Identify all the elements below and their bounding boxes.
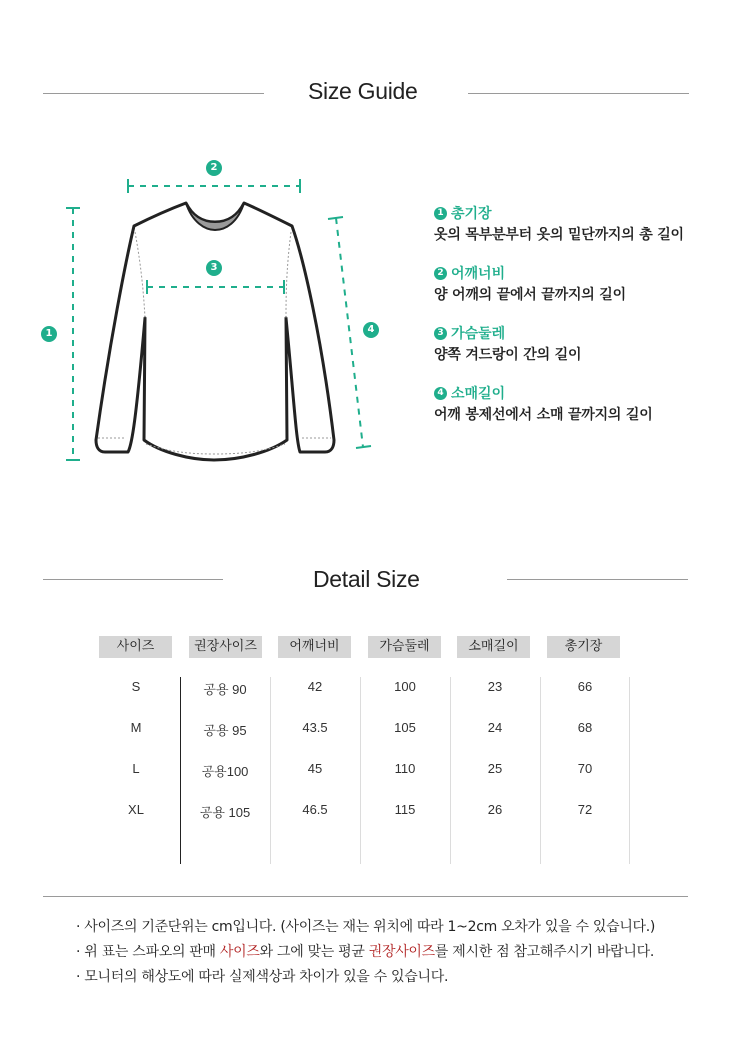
legend-4-number: 4	[434, 387, 447, 400]
cell-size: M	[130, 720, 142, 735]
cell-shoulder: 43.5	[302, 720, 328, 735]
cell-recommended-size: 공용100	[201, 764, 249, 779]
header-sleeve: 소매길이	[457, 636, 530, 658]
marker-2-badge: 2	[206, 160, 222, 176]
cell-sleeve: 24	[487, 720, 503, 735]
cell-sleeve: 25	[487, 761, 503, 776]
legend-1-desc: 옷의 목부분부터 옷의 밑단까지의 총 길이	[434, 227, 684, 243]
tshirt-outline	[96, 203, 334, 460]
cell-size: L	[132, 761, 140, 776]
legend-3-title: 가슴둘레	[451, 326, 506, 342]
detail-size-title: Detail Size	[313, 566, 420, 592]
marker-1-badge: 1	[41, 326, 57, 342]
marker-3-badge: 3	[206, 260, 222, 276]
note-text: · 위 표는 스파오의 판매	[76, 944, 220, 960]
header-total-length: 총기장	[547, 636, 620, 658]
legend-1-number: 1	[434, 207, 447, 220]
cell-total-length: 70	[577, 761, 593, 776]
cell-chest: 110	[394, 761, 416, 776]
detail-size-divider-right	[507, 579, 688, 580]
note-text: 와 그에 맞는 평균	[259, 944, 369, 960]
note-highlight-size: 사이즈	[219, 944, 260, 960]
cell-total-length: 66	[577, 679, 593, 694]
cell-sleeve: 23	[487, 679, 503, 694]
legend-3-number: 3	[434, 327, 447, 340]
note-monitor: · 모니터의 해상도에 따라 실제색상과 차이가 있을 수 있습니다.	[76, 969, 449, 985]
size-guide-title: Size Guide	[308, 78, 418, 104]
legend-chest	[434, 323, 581, 364]
cell-size: S	[131, 679, 141, 694]
legend-2-number: 2	[434, 267, 447, 280]
header-recommended-size: 권장사이즈	[189, 636, 262, 658]
marker-4-badge: 4	[363, 322, 379, 338]
cell-shoulder: 46.5	[302, 802, 328, 817]
cell-shoulder: 45	[307, 761, 323, 776]
cell-size: XL	[128, 802, 144, 817]
legend-shoulder	[434, 263, 626, 304]
header-size: 사이즈	[99, 636, 172, 658]
legend-1-title: 총기장	[451, 206, 492, 222]
header-shoulder: 어깨너비	[278, 636, 351, 658]
detail-size-divider-left	[43, 579, 223, 580]
note-highlight-recommended: 권장사이즈	[368, 944, 435, 960]
legend-2-title: 어깨너비	[451, 266, 506, 282]
legend-2-desc: 양 어깨의 끝에서 끝까지의 길이	[434, 287, 626, 303]
legend-4-desc: 어깨 봉제선에서 소매 끝까지의 길이	[434, 407, 653, 423]
header-chest: 가슴둘레	[368, 636, 441, 658]
measure-line-total-length	[66, 208, 80, 460]
size-guide-divider-right	[468, 93, 689, 94]
cell-chest: 100	[394, 679, 416, 694]
legend-total-length	[434, 203, 684, 244]
notes-divider	[43, 896, 688, 897]
size-guide-divider-left	[43, 93, 264, 94]
cell-recommended-size: 공용 95	[203, 723, 247, 738]
legend-3-desc: 양쪽 겨드랑이 간의 길이	[434, 347, 582, 363]
cell-total-length: 72	[577, 802, 593, 817]
note-table-info	[76, 941, 654, 961]
measure-line-shoulder	[128, 179, 300, 193]
cell-chest: 105	[394, 720, 416, 735]
cell-recommended-size: 공용 105	[199, 805, 251, 820]
cell-shoulder: 42	[307, 679, 323, 694]
tshirt-diagram	[0, 150, 420, 480]
cell-sleeve: 26	[487, 802, 503, 817]
cell-chest: 115	[394, 802, 416, 817]
cell-total-length: 68	[577, 720, 593, 735]
legend-sleeve	[434, 383, 653, 424]
cell-recommended-size: 공용 90	[203, 682, 247, 697]
legend-4-title: 소매길이	[451, 386, 506, 402]
note-text: 를 제시한 점 참고해주시기 바랍니다.	[434, 944, 655, 960]
note-unit: · 사이즈의 기준단위는 cm입니다. (사이즈는 재는 위치에 따라 1~2cm 오차가 있을 수 있습니다.)	[76, 919, 656, 935]
